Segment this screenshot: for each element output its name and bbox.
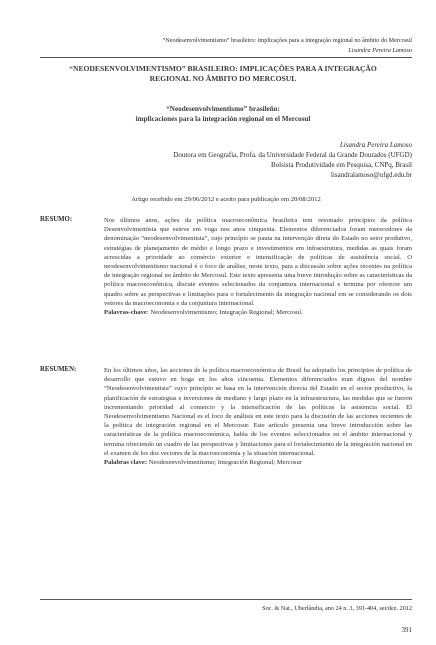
resumen-keywords-text: Neodesenvolvimentismo; Integración Regional; Mercosur <box>147 459 302 467</box>
resumo-text: Nos últimos anos, ações da política macroeconômica brasileira tem retomado princípios da política Desenvolvimentista que esteve em voga nos anos cinquenta. Elementos diferenciados foram merecedores da denominação “neodesenvolvimentista”, cujo princípio se pauta na intervenção direta do Estado no setor produtivo, estratégias de planejamento de médio e longo prazo e investimentos em infraestrutura, medidas as quais foram acrescidas a prioridade ao comércio exterior e intensificação de políticas de assistência social. O neodesenvolvimentismo nacional é o foco de análise, neste texto, para a discussão sobre ações recentes na política de integração regional no âmbito do Mercosul. Este texto apresenta uma breve introdução sobre as características da política macroeconômica, discute eventos selecionados da conjuntura internacional e termina por oferecer um quadro sobre as perspectivas e limitações para o fortalecimento da integração nacional em se considerando os dois vetores da macroeconomia e da conjuntura internacional. <box>104 217 412 307</box>
article-title-line1: “NEODESENVOLVIMENTISMO” BRASILEIRO: IMPLICAÇÕES PARA A INTEGRAÇÃO <box>69 64 377 73</box>
author-name: Lisandra Pereira Lamoso <box>339 141 412 149</box>
resumo-keywords-text: : Neodesenvolvimentismo; Integração Regional; Mercosul. <box>146 309 303 317</box>
author-email: lisandralamoso@ufgd.edu.br <box>330 171 412 179</box>
author-block <box>100 140 412 180</box>
resumen-text-block <box>104 366 412 467</box>
article-title-line2: REGIONAL NO ÂMBITO DO MERCOSUL <box>149 74 297 83</box>
resumen-label: RESUMEN: <box>40 366 77 373</box>
resumen-keywords <box>104 458 412 467</box>
resumo-label: RESUMO: <box>40 216 73 223</box>
article-subtitle-line1: “Neodesenvolvimentismo” brasileño: <box>166 105 280 113</box>
affiliation-line2: Bolsista Produtividade em Pesquisa, CNPq, Brasil <box>271 161 412 169</box>
running-author: Lisandra Pereira Lamoso <box>348 47 412 54</box>
resumen-text: En los últimos años, las acciones de la política macroeconómica de Brasil ha adoptado los principios de política de desarrollo que estuvo en boga en los años cincuenta. Elementos diferenciados eran dignos del nombre “Neodesenvolvimentista” cuyo principio se basa en la intervención directa del Estado en el sector productivo, la planificación de estrategias e inversiones de mediano y largo plazo en la infraestructura, las medidas que se fueron incrementando prioridad al comercio y la intensificación de las políticas la asistencia social. El Neodesenvolvimentismo Nacional es el foco de análisis en este texto para la discusión de las acciones recientes de la política de integración regional en el Mercosur. Este artículo presenta una breve introducción sobre las características de la política macroeconómica, habla de los eventos seleccionados en el ámbito internacional y termina ofreciendo un cuadro de las perspectivas y limitaciones para el fortalecimiento de la integración nacional en el examen de los dos vectores de la macroeconomía y la situación internacional. <box>104 367 412 457</box>
resumen-keywords-label: Palabras clave: <box>104 459 148 467</box>
received-note: Artigo recebido em 29/06/2012 e aceito para publicação em 20/08/2012 <box>131 196 321 203</box>
journal-citation: Soc. & Nat., Uberlândia, ano 24 n. 3, 391-404, set/dez. 2012 <box>262 605 412 612</box>
header-rule <box>40 57 412 58</box>
resumo-keywords-label: Palavras-chave <box>104 309 147 317</box>
footer-rule <box>40 599 412 600</box>
article-subtitle <box>60 104 386 124</box>
article-title <box>60 64 386 84</box>
article-subtitle-line2: implicaciones para la integración regional en el Mercosul <box>135 115 311 123</box>
page-number: 391 <box>401 626 412 634</box>
resumo-keywords <box>104 308 412 317</box>
affiliation-line1: Doutora em Geografia, Profa. da Universidade Federal da Grande Dourados (UFGD) <box>173 151 412 159</box>
resumo-text-block <box>104 216 412 317</box>
running-title: “Neodesenvolvimentismo” brasileiro: implicações para a integração regional no âmbito do Mercosul <box>162 37 412 44</box>
